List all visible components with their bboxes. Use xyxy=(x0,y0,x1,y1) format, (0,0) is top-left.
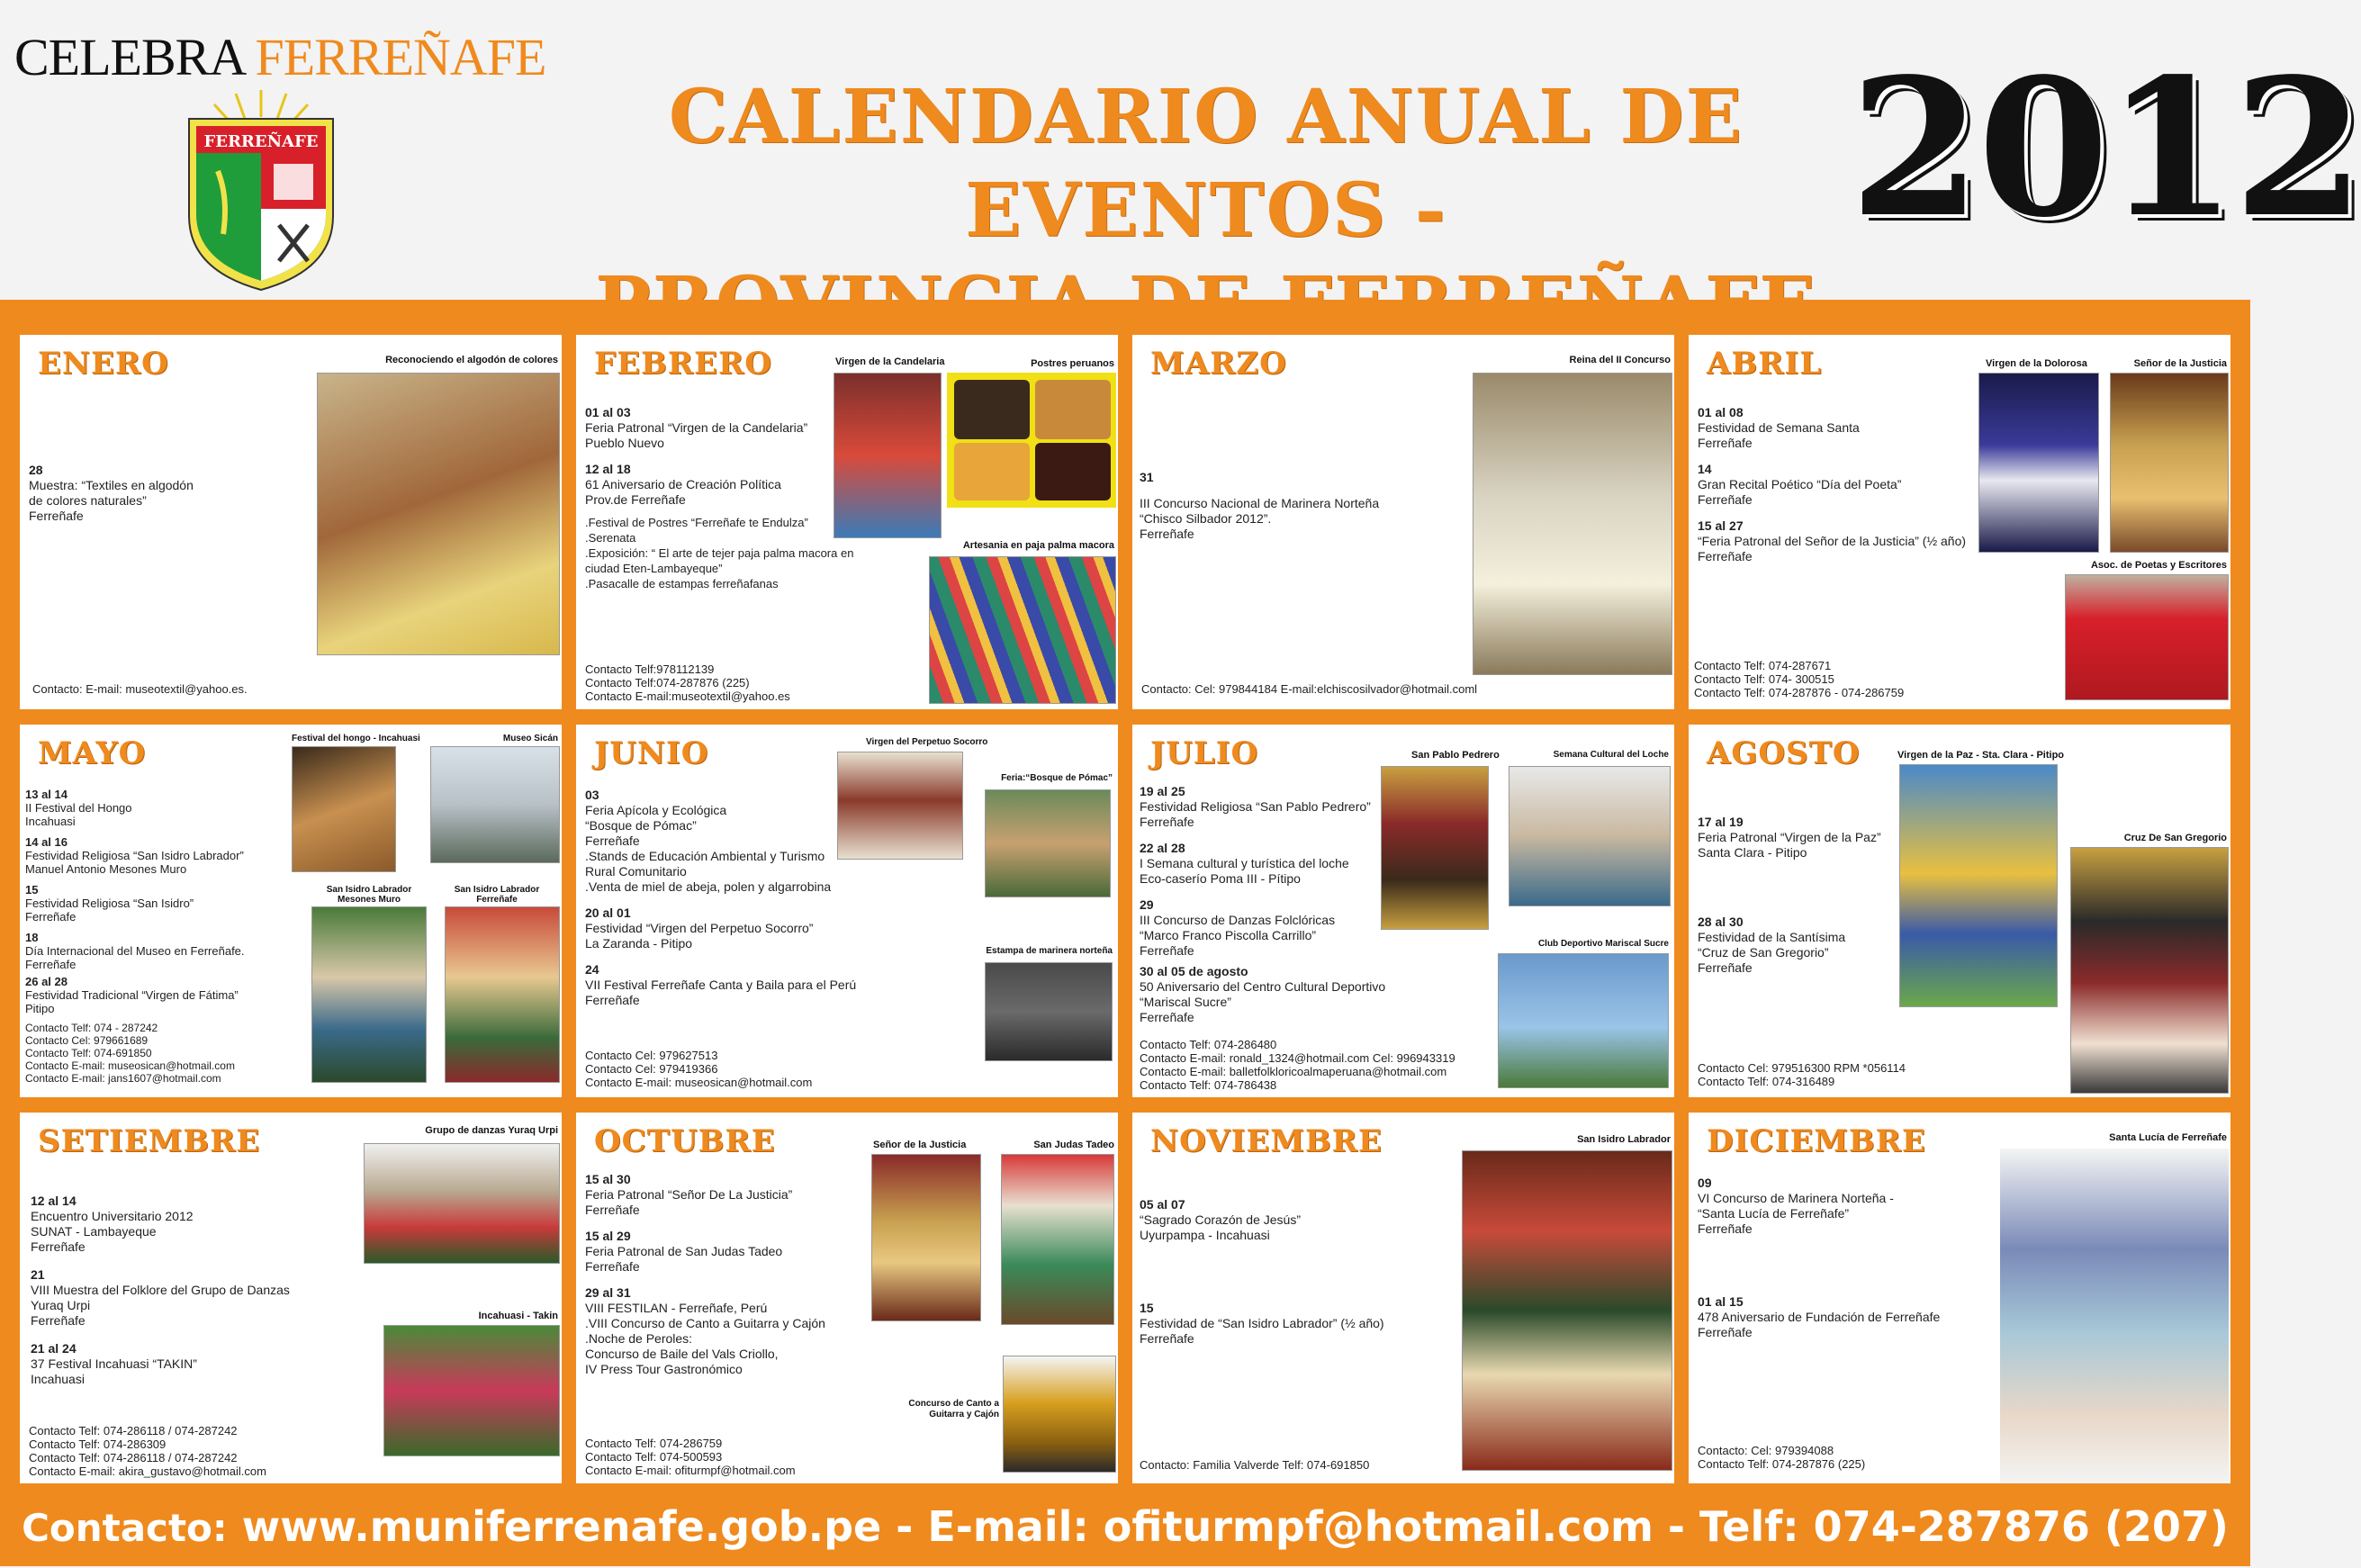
month-panel-enero xyxy=(20,335,562,709)
san-judas-tadeo-photo xyxy=(1001,1154,1114,1325)
contact-info xyxy=(585,662,790,703)
mushroom-festival-photo xyxy=(292,746,396,872)
senor-justicia-october-photo xyxy=(871,1154,981,1321)
san-isidro-ferrenafe-photo xyxy=(445,906,560,1083)
photo-caption: Club Deportivo Mariscal Sucre xyxy=(1537,939,1669,949)
events-list xyxy=(585,405,855,591)
senor-justicia-photo xyxy=(2110,373,2229,553)
events-list xyxy=(1698,1176,1968,1340)
month-panel-octubre xyxy=(576,1113,1118,1483)
month-name: AGOSTO xyxy=(1707,735,1861,771)
month-panel-diciembre xyxy=(1689,1113,2230,1483)
contact-info xyxy=(29,1424,266,1478)
contact-line: Contacto Telf:978112139 xyxy=(585,662,715,676)
month-panel-junio xyxy=(576,725,1118,1097)
event-line: Ferreñafe xyxy=(585,1203,640,1217)
event-line: .Pasacalle de estampas ferreñafanas xyxy=(585,577,779,590)
event-date: 29 al 31 xyxy=(585,1285,631,1300)
san-isidro-mesones-photo xyxy=(311,906,427,1083)
contact-info xyxy=(585,1049,812,1089)
event-line: de colores naturales” xyxy=(29,493,147,508)
footer-label: Contacto: xyxy=(22,1506,228,1550)
contact-line: Contacto E-mail: museosican@hotmail.com xyxy=(585,1076,813,1089)
event-line: Ferreñafe xyxy=(1698,1221,1753,1236)
contact-info xyxy=(1141,682,1477,696)
contact-info xyxy=(32,682,248,696)
event-line: Ferreñafe xyxy=(585,834,640,848)
events-list xyxy=(1140,784,1410,1025)
photo-caption: Virgen de la Candelaria xyxy=(835,356,945,367)
cotton-textile-photo xyxy=(317,373,560,655)
mariscal-sucre-club-photo xyxy=(1498,953,1669,1088)
event-date: 14 al 16 xyxy=(25,835,68,849)
santa-lucia-photo xyxy=(2000,1149,2229,1483)
month-name: OCTUBRE xyxy=(594,1123,776,1159)
event-date: 21 al 24 xyxy=(31,1341,77,1356)
event-line: Feria Patronal “Virgen de la Paz” xyxy=(1698,830,1881,844)
photo-caption: Semana Cultural del Loche xyxy=(1553,750,1669,760)
event-date: 26 al 28 xyxy=(25,975,68,988)
event-date: 18 xyxy=(25,931,39,944)
event-line: Festividad de la Santísima xyxy=(1698,930,1846,944)
event-line: .Stands de Educación Ambiental y Turismo xyxy=(585,849,825,863)
photo-caption: Reconociendo el algodón de colores xyxy=(385,355,558,365)
photo-caption: Artesania en paja palma macora xyxy=(962,540,1114,551)
event-line: Yuraq Urpi xyxy=(31,1298,91,1312)
desserts-photo xyxy=(947,373,1116,508)
contact-line: Contacto Telf: 074-286118 / 074-287242 xyxy=(29,1451,238,1464)
contact-line: Contacto Telf: 074-786438 xyxy=(1140,1078,1277,1092)
event-line: I Semana cultural y turística del loche xyxy=(1140,856,1349,870)
event-line: “Sagrado Corazón de Jesús” xyxy=(1140,1212,1301,1227)
contact-line: Contacto Cel: 979516300 RPM *056114 xyxy=(1698,1061,1906,1075)
ferrenafe-coat-of-arms-icon xyxy=(182,81,340,293)
event-date: 15 xyxy=(25,883,39,897)
event-line: Ferreñafe xyxy=(1140,527,1194,541)
contact-line: Contacto Telf: 074-316489 xyxy=(1698,1075,1835,1088)
photo-caption: Asoc. de Poetas y Escritores xyxy=(2090,560,2227,571)
month-name: MAYO xyxy=(38,735,147,771)
event-line: .Venta de miel de abeja, polen y algarrobina xyxy=(585,879,832,894)
event-line: IV Press Tour Gastronómico xyxy=(585,1362,743,1376)
event-line: Santa Clara - Pitipo xyxy=(1698,845,1807,860)
title-line1: CALENDARIO ANUAL DE EVENTOS - xyxy=(668,74,1744,254)
month-panel-mayo xyxy=(20,725,562,1097)
event-date: 15 xyxy=(1140,1301,1154,1315)
event-line: Ferreñafe xyxy=(25,958,77,971)
month-name: MARZO xyxy=(1150,346,1287,382)
marinera-dance-photo xyxy=(985,962,1113,1061)
event-line: Ferreñafe xyxy=(31,1313,86,1328)
contact-line: Contacto Telf: 074-500593 xyxy=(585,1450,723,1464)
month-panel-julio xyxy=(1132,725,1674,1097)
event-line: “Mariscal Sucre” xyxy=(1140,995,1231,1009)
yuraq-urpi-dance-photo xyxy=(364,1143,560,1264)
event-date: 31 xyxy=(1140,470,1154,484)
event-line: Ferreñafe xyxy=(31,1239,86,1254)
event-line: Eco-caserío Poma III - Pítipo xyxy=(1140,871,1301,886)
contact-line: Contacto E-mail:museotextil@yahoo.es xyxy=(585,689,790,703)
event-line: VI Concurso de Marinera Norteña - xyxy=(1698,1191,1894,1205)
events-list xyxy=(585,1172,855,1377)
contact-line: Contacto: Familia Valverde Telf: 074-691850 xyxy=(1140,1458,1370,1472)
photo-caption: San Isidro Labrador Ferreñafe xyxy=(454,885,540,905)
cruz-san-gregorio-photo xyxy=(2070,847,2229,1094)
month-name: NOVIEMBRE xyxy=(1150,1123,1383,1159)
event-line: Muestra: “Textiles en algodón xyxy=(29,478,194,492)
event-line: 61 Aniversario de Creación Política xyxy=(585,477,781,491)
month-panel-febrero xyxy=(576,335,1118,709)
event-line: Feria Apícola y Ecológica xyxy=(585,803,727,817)
event-date: 17 al 19 xyxy=(1698,815,1744,829)
contact-line: Contacto E-mail: jans1607@hotmail.com xyxy=(25,1072,221,1085)
event-line: 37 Festival Incahuasi “TAKIN” xyxy=(31,1356,197,1371)
event-date: 21 xyxy=(31,1267,45,1282)
event-line: Festividad de “San Isidro Labrador” (½ año) xyxy=(1140,1316,1384,1330)
contact-line: Contacto E-mail: museosican@hotmail.com xyxy=(25,1059,235,1072)
event-line: III Concurso de Danzas Folclóricas xyxy=(1140,913,1336,927)
event-line: Festividad Religiosa “San Pablo Pedrero” xyxy=(1140,799,1371,814)
event-line: Ferreñafe xyxy=(1698,960,1753,975)
contact-line: Contacto: Cel: 979394088 xyxy=(1698,1444,1834,1457)
event-line: Encuentro Universitario 2012 xyxy=(31,1209,194,1223)
event-line: Manuel Antonio Mesones Muro xyxy=(25,862,187,876)
brand-part2: FERREÑAFE xyxy=(255,28,546,86)
month-name: ABRIL xyxy=(1707,346,1823,382)
photo-caption: Virgen del Perpetuo Socorro xyxy=(866,737,988,747)
event-date: 24 xyxy=(585,962,599,977)
event-line: Feria Patronal “Virgen de la Candelaria” xyxy=(585,420,808,435)
perpetuo-socorro-photo xyxy=(837,752,963,860)
contact-line: Contacto Telf: 074-286759 xyxy=(585,1437,723,1450)
event-line: SUNAT - Lambayeque xyxy=(31,1224,157,1239)
contact-line: Contacto Cel: 979627513 xyxy=(585,1049,718,1062)
event-line: VIII FESTILAN - Ferreñafe, Perú xyxy=(585,1301,768,1315)
event-line: Ferreñafe xyxy=(585,1259,640,1274)
event-date: 01 al 03 xyxy=(585,405,631,419)
san-isidro-november-photo xyxy=(1462,1150,1672,1471)
pomac-fair-photo xyxy=(985,789,1111,897)
event-date: 28 al 30 xyxy=(1698,915,1744,929)
sican-museum-photo xyxy=(430,746,560,863)
events-list xyxy=(1698,815,1932,976)
virgen-dolorosa-photo xyxy=(1978,373,2099,553)
event-line: Incahuasi xyxy=(25,815,76,828)
event-line: .Exposición: “ El arte de tejer paja palma macora en xyxy=(585,546,854,560)
event-date: 30 al 05 de agosto xyxy=(1140,964,1248,978)
event-line: .VIII Concurso de Canto a Guitarra y Cajón xyxy=(585,1316,825,1330)
contact-line: Contacto Telf: 074-286480 xyxy=(1140,1038,1277,1051)
event-date: 20 al 01 xyxy=(585,906,631,920)
photo-caption: San Judas Tadeo xyxy=(1033,1140,1114,1150)
event-line: Ferreñafe xyxy=(1698,1325,1753,1339)
palm-craft-photo xyxy=(929,556,1116,704)
event-line: Ferreñafe xyxy=(1140,943,1194,958)
photo-caption: Señor de la Justicia xyxy=(2133,358,2227,369)
contact-line: Contacto Cel: 979419366 xyxy=(585,1062,718,1076)
header xyxy=(0,0,2361,300)
poets-association-photo xyxy=(2065,574,2229,700)
contact-line: Contacto Telf: 074-691850 xyxy=(25,1047,152,1059)
event-line: Feria Patronal “Señor De La Justicia” xyxy=(585,1187,793,1202)
shield-text: FERREÑAFE xyxy=(203,132,319,151)
month-name: SETIEMBRE xyxy=(38,1123,261,1159)
photo-caption: Feria:“Bosque de Pómac” xyxy=(1001,773,1113,783)
event-line: VII Festival Ferreñafe Canta y Baila para el Perú xyxy=(585,978,857,992)
event-date: 29 xyxy=(1140,897,1154,912)
event-line: “Cruz de San Gregorio” xyxy=(1698,945,1829,960)
event-date: 14 xyxy=(1698,462,1712,476)
trophy-photo xyxy=(1003,1356,1116,1473)
event-date: 12 al 18 xyxy=(585,462,631,476)
contact-info xyxy=(585,1437,796,1477)
event-line: Ferreñafe xyxy=(1140,1010,1194,1024)
events-list xyxy=(31,1194,319,1387)
events-list xyxy=(1140,470,1446,542)
event-line: Ferreñafe xyxy=(1698,549,1753,563)
contact-line: Contacto Telf: 074-287876 (225) xyxy=(1698,1457,1866,1471)
footer-contact xyxy=(0,1487,2250,1566)
san-pablo-pedrero-photo xyxy=(1381,766,1489,930)
event-line: “Feria Patronal del Señor de la Justicia” (½ año) xyxy=(1698,534,1967,548)
loche-cultural-week-photo xyxy=(1509,766,1671,906)
event-date: 09 xyxy=(1698,1176,1712,1190)
contact-info xyxy=(1140,1038,1455,1092)
event-line: Ferreñafe xyxy=(1140,815,1194,829)
event-line: Festividad de Semana Santa xyxy=(1698,420,1860,435)
event-line: Prov.de Ferreñafe xyxy=(585,492,686,507)
contact-line: Contacto Telf: 074-286118 / 074-287242 xyxy=(29,1424,238,1437)
event-date: 13 al 14 xyxy=(25,788,68,801)
event-line: Festividad “Virgen del Perpetuo Socorro” xyxy=(585,921,814,935)
photo-caption: Cruz De San Gregorio xyxy=(2123,833,2227,843)
event-line: Festividad Religiosa “San Isidro” xyxy=(25,897,194,910)
virgen-paz-photo xyxy=(1899,764,2058,1007)
event-date: 01 al 15 xyxy=(1698,1294,1744,1309)
event-line: Ferreñafe xyxy=(25,910,77,924)
contact-info xyxy=(1698,1444,1865,1471)
event-date: 22 al 28 xyxy=(1140,841,1185,855)
contact-line: Contacto Cel: 979661689 xyxy=(25,1034,149,1047)
event-line: Pueblo Nuevo xyxy=(585,436,664,450)
contact-line: Contacto E-mail: ofiturmpf@hotmail.com xyxy=(585,1464,796,1477)
event-line: “Bosque de Pómac” xyxy=(585,818,697,833)
brand-part1: CELEBRA xyxy=(14,28,244,86)
month-name: JUNIO xyxy=(594,735,709,771)
event-line: Día Internacional del Museo en Ferreñafe. xyxy=(25,944,245,958)
month-panel-setiembre xyxy=(20,1113,562,1483)
brand-logo-text xyxy=(14,27,545,87)
event-line: Ferreñafe xyxy=(1698,492,1753,507)
month-panel-noviembre xyxy=(1132,1113,1674,1483)
contact-line: Contacto: Cel: 979844184 E-mail:elchiscosilvador@hotmail.coml xyxy=(1141,682,1478,696)
contact-info xyxy=(25,1022,235,1085)
contact-info xyxy=(1694,659,1904,699)
month-name: FEBRERO xyxy=(594,346,772,382)
events-list xyxy=(25,788,295,1015)
contact-info xyxy=(1698,1061,1906,1088)
event-line: Pitipo xyxy=(25,1002,55,1015)
event-date: 15 al 30 xyxy=(585,1172,631,1186)
event-line: VIII Muestra del Folklore del Grupo de Danzas xyxy=(31,1283,290,1297)
month-panel-abril xyxy=(1689,335,2230,709)
event-line: Feria Patronal de San Judas Tadeo xyxy=(585,1244,783,1258)
event-line: .Noche de Peroles: xyxy=(585,1331,693,1346)
event-line: II Festival del Hongo xyxy=(25,801,132,815)
event-line: Gran Recital Poético “Día del Poeta” xyxy=(1698,477,1902,491)
contact-line: Contacto E-mail: akira_gustavo@hotmail.com xyxy=(29,1464,266,1478)
event-line: “Chisco Silbador 2012”. xyxy=(1140,511,1272,526)
contact-line: Contacto Telf: 074-286309 xyxy=(29,1437,167,1451)
contact-line: Contacto Telf: 074-287671 xyxy=(1694,659,1832,672)
contact-line: Contacto: E-mail: museotextil@yahoo.es. xyxy=(32,682,248,696)
year-display: 2012 xyxy=(1850,37,2361,259)
event-date: 15 al 29 xyxy=(585,1229,631,1243)
contact-line: Contacto Telf: 074 - 287242 xyxy=(25,1022,158,1034)
month-name: JULIO xyxy=(1150,735,1259,771)
event-line: .Festival de Postres “Ferreñafe te Endulza” xyxy=(585,516,808,529)
event-line: 478 Aniversario de Fundación de Ferreñafe xyxy=(1698,1310,1941,1324)
event-line: 50 Aniversario del Centro Cultural Deportivo xyxy=(1140,979,1386,994)
events-list xyxy=(29,463,326,524)
photo-caption: Virgen de la Paz - Sta. Clara - Pitipo xyxy=(1897,750,2065,761)
photo-caption: San Pablo Pedrero xyxy=(1411,750,1500,761)
contact-line: Contacto Telf: 074-287876 - 074-286759 xyxy=(1694,686,1905,699)
photo-caption: Concurso de Canto a Guitarra y Cajón xyxy=(908,1399,999,1419)
photo-caption: Estampa de marinera norteña xyxy=(986,946,1113,956)
contact-line: Contacto Telf: 074- 300515 xyxy=(1694,672,1834,686)
photo-caption: Santa Lucía de Ferreñafe xyxy=(2109,1132,2227,1143)
incahuasi-takin-photo xyxy=(383,1325,560,1456)
photo-caption: Postres peruanos xyxy=(1031,358,1114,369)
event-line: “Santa Lucía de Ferreñafe” xyxy=(1698,1206,1850,1221)
month-name: DICIEMBRE xyxy=(1707,1123,1926,1159)
photo-caption: Incahuasi - Takin xyxy=(478,1311,558,1321)
event-line: Ferreñafe xyxy=(1698,436,1753,450)
event-line: Ferreñafe xyxy=(1140,1331,1194,1346)
event-line: Rural Comunitario xyxy=(585,864,687,879)
contact-line: Contacto Telf:074-287876 (225) xyxy=(585,676,750,689)
event-date: 05 al 07 xyxy=(1140,1197,1185,1212)
event-line: ciudad Eten-Lambayeque” xyxy=(585,562,723,575)
event-date: 19 al 25 xyxy=(1140,784,1185,798)
photo-caption: San Isidro Labrador xyxy=(1577,1134,1671,1145)
event-line: “Marco Franco Piscolla Carrillo” xyxy=(1140,928,1317,942)
photo-caption: Festival del hongo - Incahuasi xyxy=(292,734,420,743)
event-line: Festividad Religiosa “San Isidro Labrador” xyxy=(25,849,244,862)
photo-caption: Museo Sicán xyxy=(502,734,558,743)
month-name: ENERO xyxy=(38,346,169,382)
events-list xyxy=(585,788,855,1008)
event-line: III Concurso Nacional de Marinera Norteña xyxy=(1140,496,1380,510)
month-panel-agosto xyxy=(1689,725,2230,1097)
event-line: Ferreñafe xyxy=(585,993,640,1007)
marinera-queen-photo xyxy=(1473,373,1672,675)
event-date: 28 xyxy=(29,463,43,477)
contact-line: Contacto E-mail: balletfolkloricoalmaperuana@hotmail.com xyxy=(1140,1065,1447,1078)
event-date: 12 al 14 xyxy=(31,1194,77,1208)
photo-caption: San Isidro Labrador Mesones Muro xyxy=(326,885,412,905)
event-date: 01 al 08 xyxy=(1698,405,1744,419)
virgen-candelaria-photo xyxy=(834,373,942,538)
events-list xyxy=(1698,405,1986,564)
photo-caption: Virgen de la Dolorosa xyxy=(1986,358,2087,369)
contact-info xyxy=(1140,1458,1369,1472)
contact-line: Contacto E-mail: ronald_1324@hotmail.com Cel: 996943319 xyxy=(1140,1051,1455,1065)
photo-caption: Reina del II Concurso xyxy=(1569,355,1671,365)
footer-text: www.muniferrenafe.gob.pe - E-mail: ofiturmpf@hotmail.com - Telf: 074-287876 (207) xyxy=(241,1502,2229,1551)
event-line: La Zaranda - Pitipo xyxy=(585,936,693,951)
events-list xyxy=(1140,1197,1428,1347)
event-line: Festividad Tradicional “Virgen de Fátima” xyxy=(25,988,239,1002)
event-line: Incahuasi xyxy=(31,1372,85,1386)
event-line: .Serenata xyxy=(585,531,636,545)
event-line: Uyurpampa - Incahuasi xyxy=(1140,1228,1270,1242)
event-date: 15 al 27 xyxy=(1698,518,1744,533)
photo-caption: Grupo de danzas Yuraq Urpi xyxy=(425,1125,558,1136)
photo-caption: Señor de la Justicia xyxy=(873,1140,967,1150)
event-date: 03 xyxy=(585,788,599,802)
month-panel-marzo xyxy=(1132,335,1674,709)
event-line: Concurso de Baile del Vals Criollo, xyxy=(585,1347,779,1361)
event-line: Ferreñafe xyxy=(29,509,84,523)
